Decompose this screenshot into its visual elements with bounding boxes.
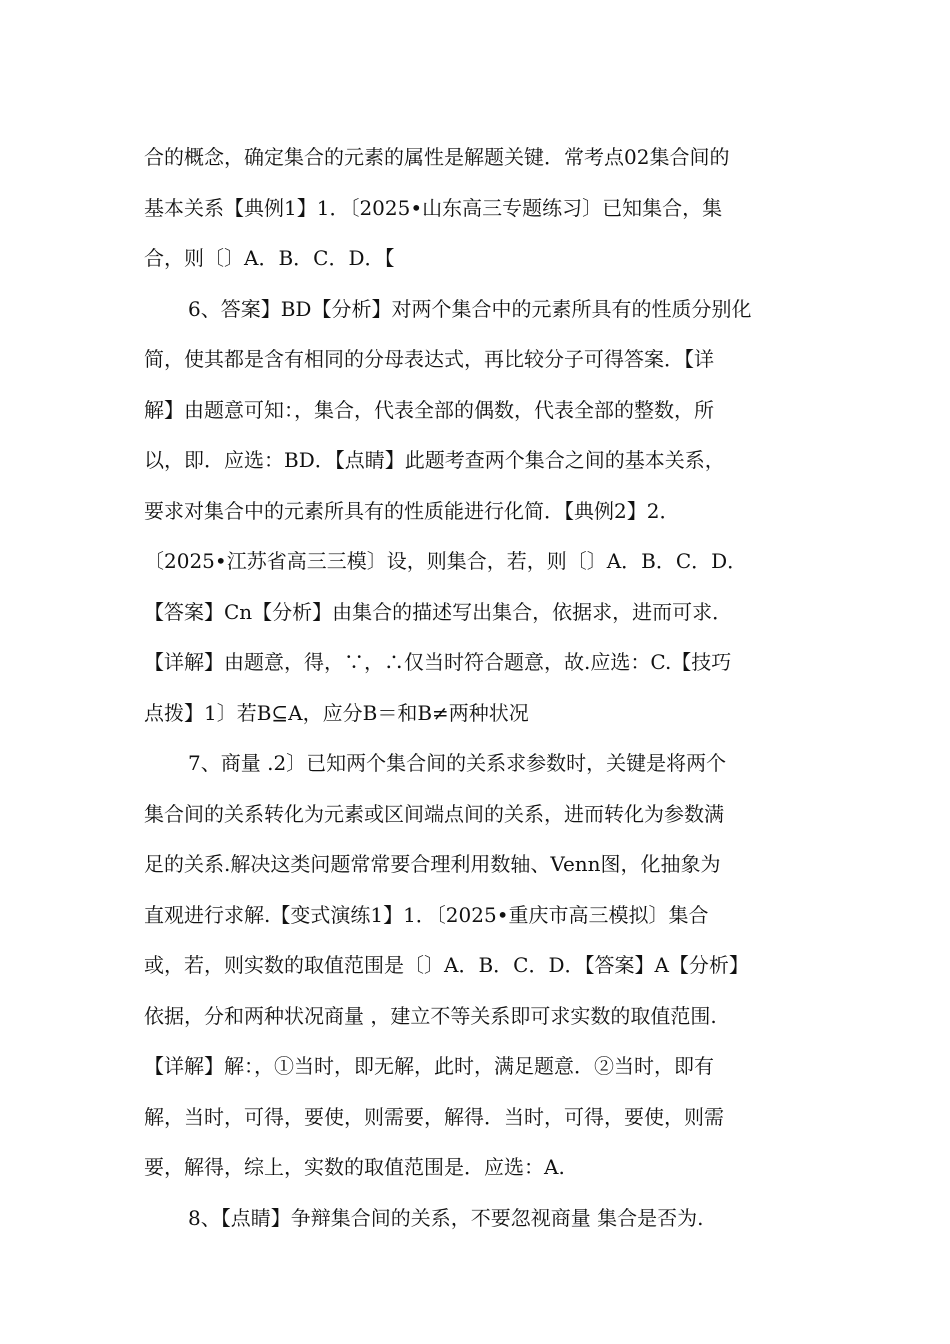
text-line: 合，则〔〕A．B．C．D．【: [144, 246, 395, 270]
text-line: 〔2025•江苏省高三三模〕设，则集合，若，则〔〕A．B．C．D．: [144, 549, 748, 573]
text-line: 足的关系.解决这类问题常常要合理利用数轴、Venn图，化抽象为: [144, 852, 721, 876]
paragraph-6-first-line: 6、答案】BD【分析】对两个集合中的元素所具有的性质分别化: [188, 296, 752, 321]
text-line: 要，解得，综上，实数的取值范围是．应选：A.: [144, 1155, 565, 1179]
paragraph-8-first-line: 8、【点睛】争辩集合间的关系，不要忽视商量 集合是否为.: [188, 1205, 704, 1230]
text-line: 【详解】解：，①当时，即无解，此时，满足题意．②当时，即有: [144, 1054, 714, 1078]
paragraph-7-first-line: 7、商量 .2〕已知两个集合间的关系求参数时，关键是将两个: [188, 751, 727, 775]
text-line: 集合间的关系转化为元素或区间端点间的关系，进而转化为参数满: [144, 801, 724, 826]
text-line: 或，若，则实数的取值范围是〔〕A．B．C．D．【答案】A【分析】: [144, 953, 749, 977]
text-line: 合的概念，确定集合的元素的属性是解题关键．常考点02集合间的: [144, 145, 730, 169]
text-line: 基本关系【典例1】1．〔2025•山东高三专题练习〕已知集合，集: [144, 195, 723, 220]
text-line: 解，当时，可得，要使，则需要，解得．当时，可得，要使，则需: [144, 1104, 724, 1129]
text-line: 【详解】由题意，得，∵，∴仅当时符合题意，故.应选：C.【技巧: [144, 650, 732, 674]
text-line: 依据，分和两种状况商量 ，建立不等关系即可求实数的取值范围.: [144, 1003, 717, 1028]
text-line: 要求对集合中的元素所具有的性质能进行化简．【典例2】2．: [144, 498, 680, 523]
text-line: 解】由题意可知：，集合，代表全部的偶数，代表全部的整数，所: [144, 397, 714, 422]
text-line: 直观进行求解.【变式演练1】1．〔2025•重庆市高三模拟〕集合: [144, 902, 709, 927]
text-line: 【答案】Cn【分析】由集合的描述写出集合，依据求，进而可求．: [144, 599, 733, 624]
text-line: 点拨】1〕若B⊆A，应分B＝和B≠两种状况: [144, 700, 529, 725]
text-line: 以，即．应选：BD．【点睛】此题考查两个集合之间的基本关系，: [144, 448, 725, 472]
text-line: 简，使其都是含有相同的分母表达式，再比较分子可得答案．【详: [144, 347, 714, 371]
body-text: [144, 132, 824, 1243]
